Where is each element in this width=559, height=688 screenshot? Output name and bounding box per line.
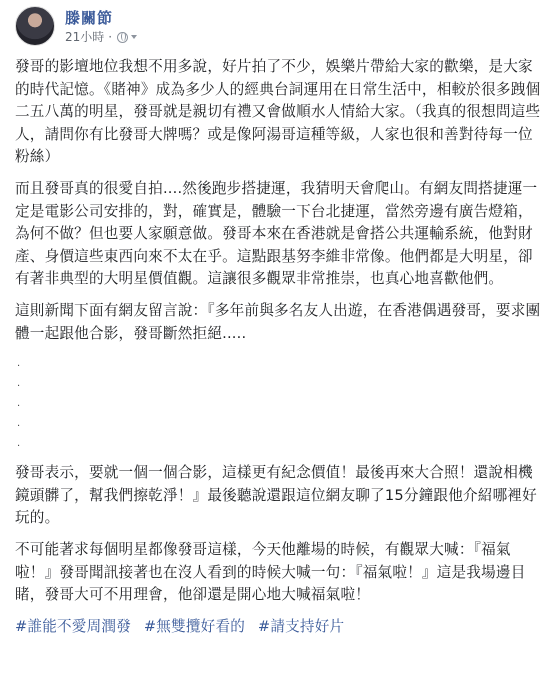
author-name[interactable]: 滕關節	[65, 9, 114, 27]
hashtag-list	[15, 616, 545, 638]
ellipsis-dot: .	[17, 398, 21, 410]
post-body	[15, 56, 545, 638]
separator-dot: ·	[108, 30, 113, 44]
chevron-down-icon[interactable]	[131, 35, 137, 39]
post-header	[15, 0, 545, 56]
post-meta	[65, 6, 137, 46]
post-subline	[65, 28, 137, 46]
ellipsis-dot: .	[17, 378, 21, 390]
hashtag-link[interactable]: #請支持好片	[257, 617, 345, 635]
post-paragraph: 不可能著求每個明星都像發哥這樣，今天他離場的時候，有觀眾大喊：『福氣啦！』發哥聞訊接著也在沒人看到的時候大喊一句：『福氣啦！』這是我場邊目睹，發哥大可不用理會，他卻還是開心地大喊福氣啦！	[15, 540, 526, 604]
hashtag-link[interactable]: #無雙攬好看的	[143, 617, 246, 635]
ellipsis-dot: .	[17, 438, 21, 450]
post-paragraph: 發哥表示，要就一個一個合影，這樣更有紀念價值！最後再來大合照！還說相機鏡頭髒了，幫我們擦乾淨！』最後聽說還跟這位網友聊了15分鐘跟他介紹哪裡好玩的。	[15, 464, 537, 527]
avatar[interactable]	[15, 6, 55, 46]
ellipsis-dot: .	[17, 418, 21, 430]
post-paragraph: 發哥的影壇地位我想不用多說，好片拍了不少，娛樂片帶給大家的歡樂，是大家的時代記憶。《賭神》成為多少人的經典台詞運用在日常生活中，相較於很多跩個二五八萬的明星，發哥就是親切有禮又會做順水人情給大家。（我真的很想問這些人，請問你有比發哥大牌嗎？或是像阿湯哥這種等級，人家也很和善對待每一位粉絲）	[15, 58, 541, 166]
post-timestamp[interactable]: 21小時	[65, 30, 105, 44]
post-paragraph: 而且發哥真的很愛自拍....然後跑步搭捷運，我猜明天會爬山。有網友問搭捷運一定是電影公司安排的，對，確實是，體驗一下台北捷運，當然旁邊有廣告燈箱，為何不做？但也要人家願意做。發哥本來在香港就是會搭公共運輸系統，他對財產、身價這些東西向來不太在乎。這點跟基努李維非常像。他們都是大明星，卻有著非典型的大明星價值觀。這讓很多觀眾非常推崇，也真心地喜歡他們。	[15, 179, 538, 288]
hashtag-link[interactable]: #誰能不愛周潤發	[15, 617, 131, 635]
post-paragraph: 這則新聞下面有網友留言說：『多年前與多名友人出遊，在香港偶遇發哥，要求團體一起跟他合影，發哥斷然拒絕.....	[15, 301, 541, 342]
globe-icon[interactable]	[117, 32, 128, 43]
ellipsis-dots	[17, 354, 545, 454]
ellipsis-dot: .	[17, 358, 21, 370]
